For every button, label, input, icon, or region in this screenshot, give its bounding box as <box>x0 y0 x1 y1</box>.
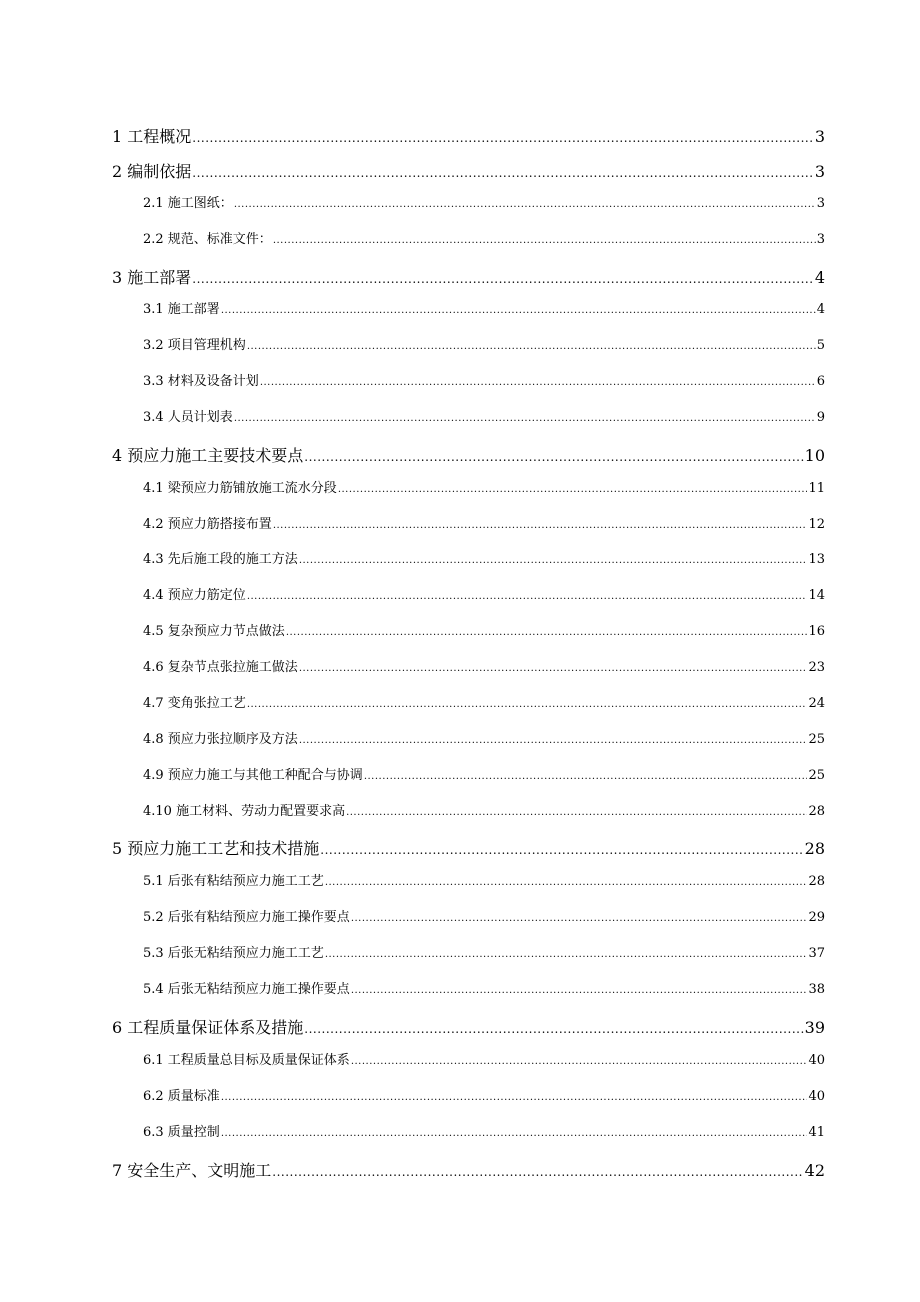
toc-entry-title: 5.2 后张有粘结预应力施工操作要点 <box>143 910 350 925</box>
toc-entry-5-1[interactable] <box>143 870 825 889</box>
toc-entry-title: 2 编制依据 <box>112 162 192 181</box>
dot-leader <box>273 235 816 246</box>
toc-entry-page: 16 <box>808 624 825 639</box>
toc-entry-page: 25 <box>808 768 825 783</box>
toc-entry-title: 5.1 后张有粘结预应力施工工艺 <box>143 874 324 889</box>
toc-entry-title: 3.3 材料及设备计划 <box>143 374 259 389</box>
dot-leader <box>247 699 808 710</box>
toc-entry-4-5[interactable] <box>143 620 825 639</box>
dot-leader <box>221 1128 808 1139</box>
toc-entry-3-3[interactable] <box>143 370 825 389</box>
toc-entry-2[interactable] <box>112 159 825 182</box>
toc-entry-title: 2.1 施工图纸： <box>143 196 233 211</box>
dot-leader <box>273 520 808 531</box>
toc-entry-page: 5 <box>816 338 825 353</box>
toc-entry-title: 6.1 工程质量总目标及质量保证体系 <box>143 1053 350 1068</box>
toc-entry-2-1[interactable] <box>143 192 825 211</box>
toc-entry-title: 5.4 后张无粘结预应力施工操作要点 <box>143 982 350 997</box>
dot-leader <box>260 377 816 388</box>
toc-entry-title: 3.1 施工部署 <box>143 302 220 317</box>
toc-entry-4-4[interactable] <box>143 584 825 603</box>
toc-entry-page: 3 <box>816 196 825 211</box>
dot-leader <box>192 131 814 145</box>
dot-leader <box>247 341 816 352</box>
toc-entry-page: 28 <box>804 839 825 858</box>
toc-entry-page: 39 <box>804 1018 825 1037</box>
toc-entry-page: 14 <box>808 588 825 603</box>
toc-entry-page: 12 <box>808 517 825 532</box>
toc-entry-page: 38 <box>808 982 825 997</box>
toc-entry-6[interactable] <box>112 1015 825 1038</box>
dot-leader <box>221 1092 808 1103</box>
toc-entry-page: 25 <box>808 732 825 747</box>
toc-entry-page: 42 <box>804 1161 825 1180</box>
toc-entry-page: 4 <box>814 268 825 287</box>
toc-entry-title: 2.2 规范、标准文件： <box>143 232 272 247</box>
toc-entry-6-2[interactable] <box>143 1085 825 1104</box>
toc-entry-title: 1 工程概况 <box>112 127 192 146</box>
toc-entry-title: 6 工程质量保证体系及措施 <box>112 1018 304 1037</box>
toc-entry-4-10[interactable] <box>143 800 825 819</box>
dot-leader <box>351 1056 808 1067</box>
toc-entry-3-4[interactable] <box>143 406 825 425</box>
dot-leader <box>286 627 808 638</box>
toc-entry-page: 10 <box>804 446 825 465</box>
toc-entry-title: 4.2 预应力筋搭接布置 <box>143 517 272 532</box>
dot-leader <box>338 484 808 495</box>
toc-entry-title: 5.3 后张无粘结预应力施工工艺 <box>143 946 324 961</box>
toc-entry-title: 6.2 质量标准 <box>143 1089 220 1104</box>
toc-entry-page: 11 <box>808 481 825 496</box>
toc-entry-title: 4.7 变角张拉工艺 <box>143 696 246 711</box>
toc-entry-3-1[interactable] <box>143 298 825 317</box>
toc-entry-title: 4.9 预应力施工与其他工种配合与协调 <box>143 768 363 783</box>
toc-entry-title: 4 预应力施工主要技术要点 <box>112 446 304 465</box>
toc-entry-page: 29 <box>808 910 825 925</box>
toc-entry-page: 13 <box>808 552 825 567</box>
toc-entry-5-3[interactable] <box>143 942 825 961</box>
toc-entry-page: 3 <box>814 127 825 146</box>
toc-entry-6-1[interactable] <box>143 1049 825 1068</box>
toc-entry-5-2[interactable] <box>143 906 825 925</box>
dot-leader <box>299 663 808 674</box>
dot-leader <box>351 913 808 924</box>
dot-leader <box>325 949 808 960</box>
toc-entry-page: 23 <box>808 660 825 675</box>
toc-entry-title: 6.3 质量控制 <box>143 1125 220 1140</box>
dot-leader <box>325 877 808 888</box>
toc-entry-4-1[interactable] <box>143 477 825 496</box>
toc-entry-title: 5 预应力施工工艺和技术措施 <box>112 839 320 858</box>
dot-leader <box>192 272 814 286</box>
toc-entry-page: 3 <box>816 232 825 247</box>
toc-entry-4-9[interactable] <box>143 764 825 783</box>
dot-leader <box>304 450 803 464</box>
toc-entry-page: 9 <box>816 410 825 425</box>
toc-entry-1[interactable] <box>112 124 825 147</box>
toc-entry-3-2[interactable] <box>143 334 825 353</box>
toc-entry-title: 4.10 施工材料、劳动力配置要求高 <box>143 804 346 819</box>
toc-entry-4-8[interactable] <box>143 728 825 747</box>
toc-entry-4-3[interactable] <box>143 548 825 567</box>
toc-entry-4[interactable] <box>112 443 825 466</box>
toc-entry-title: 3.4 人员计划表 <box>143 410 233 425</box>
toc-entry-page: 28 <box>808 874 825 889</box>
toc-entry-page: 37 <box>808 946 825 961</box>
toc-entry-3[interactable] <box>112 265 825 288</box>
toc-entry-title: 4.5 复杂预应力节点做法 <box>143 624 285 639</box>
toc-entry-title: 7 安全生产、文明施工 <box>112 1161 272 1180</box>
toc-entry-title: 3.2 项目管理机构 <box>143 338 246 353</box>
toc-entry-6-3[interactable] <box>143 1121 825 1140</box>
toc-entry-4-7[interactable] <box>143 692 825 711</box>
dot-leader <box>351 985 808 996</box>
toc-entry-title: 4.3 先后施工段的施工方法 <box>143 552 298 567</box>
toc-entry-page: 4 <box>816 302 825 317</box>
toc-entry-page: 28 <box>808 804 825 819</box>
toc-entry-page: 6 <box>816 374 825 389</box>
dot-leader <box>346 807 807 818</box>
toc-entry-title: 4.4 预应力筋定位 <box>143 588 246 603</box>
dot-leader <box>221 305 816 316</box>
dot-leader <box>192 166 814 180</box>
dot-leader <box>272 1165 803 1179</box>
toc-entry-2-2[interactable] <box>143 228 825 247</box>
toc-entry-page: 40 <box>808 1089 825 1104</box>
toc-entry-4-2[interactable] <box>143 513 825 532</box>
dot-leader <box>234 199 816 210</box>
dot-leader <box>304 1022 803 1036</box>
dot-leader <box>299 555 808 566</box>
toc-entry-4-6[interactable] <box>143 656 825 675</box>
dot-leader <box>364 771 808 782</box>
dot-leader <box>299 735 808 746</box>
toc-entry-page: 3 <box>814 162 825 181</box>
toc-entry-title: 4.1 梁预应力筋铺放施工流水分段 <box>143 481 337 496</box>
toc-entry-page: 24 <box>808 696 825 711</box>
dot-leader <box>247 591 808 602</box>
toc-entry-page: 40 <box>808 1053 825 1068</box>
dot-leader <box>234 413 816 424</box>
toc-entry-title: 4.8 预应力张拉顺序及方法 <box>143 732 298 747</box>
toc-entry-7[interactable] <box>112 1158 825 1181</box>
dot-leader <box>320 843 803 857</box>
toc-entry-5-4[interactable] <box>143 978 825 997</box>
toc-entry-page: 41 <box>808 1125 825 1140</box>
toc-entry-title: 3 施工部署 <box>112 268 192 287</box>
toc-entry-5[interactable] <box>112 836 825 859</box>
toc-entry-title: 4.6 复杂节点张拉施工做法 <box>143 660 298 675</box>
